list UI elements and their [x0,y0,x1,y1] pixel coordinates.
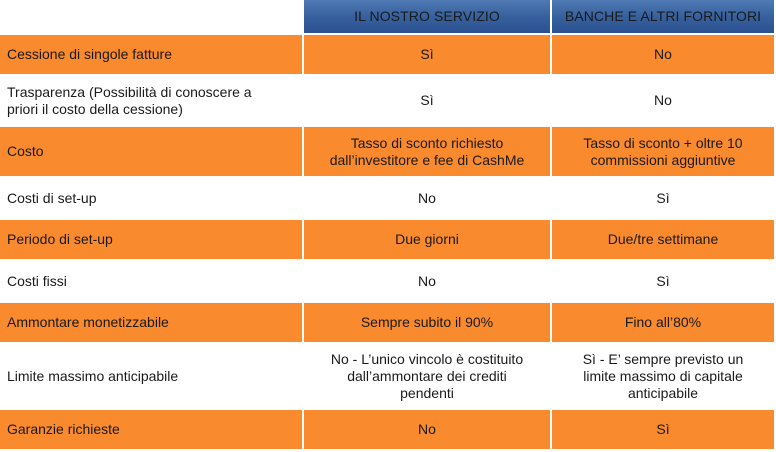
row-label: Costo [0,127,302,178]
banks-value [550,127,774,178]
row-label: Periodo di set-up [0,220,302,261]
banks-value-line: limite massimo di capitale [583,367,743,384]
table-row [0,344,774,410]
banks-value-line: Tasso di sconto + oltre 10 [583,134,743,151]
our-value-line: dall’ammontare dei crediti [347,367,507,384]
our-value: No [302,410,550,451]
row-label [0,76,302,127]
row-label-line: Trasparenza (Possibilità di conoscere a [7,83,252,100]
header-blank-cell [0,0,302,35]
table-header-row [0,0,774,35]
row-label: Garanzie richieste [0,410,302,451]
row-label: Ammontare monetizzabile [0,303,302,344]
row-label: Cessione di singole fatture [0,35,302,76]
banks-value: Fino all’80% [550,303,774,344]
header-our-service: IL NOSTRO SERVIZIO [302,0,550,35]
our-value: Sì [302,35,550,76]
row-label-line: priori il costo della cessione) [7,100,183,117]
table-row [0,127,774,178]
our-value-line: No - L’unico vincolo è costituito [330,350,524,367]
our-value: No [302,261,550,303]
banks-value: No [550,35,774,76]
our-value: Sempre subito il 90% [302,303,550,344]
banks-value-line: Sì - E’ sempre previsto un [582,350,744,367]
table-row [0,220,774,261]
our-value [302,344,550,410]
our-value: No [302,178,550,220]
banks-value: Sì [550,178,774,220]
table-row [0,76,774,127]
banks-value: Sì [550,261,774,303]
our-value-line: Tasso di sconto richiesto [350,134,504,151]
table-row [0,303,774,344]
banks-value-line: anticipabile [627,384,699,401]
header-banks-providers: BANCHE E ALTRI FORNITORI [550,0,774,35]
table-row [0,410,774,451]
row-label: Limite massimo anticipabile [0,344,302,410]
row-label: Costi fissi [0,261,302,303]
banks-value-line: commissioni aggiuntive [590,151,736,168]
our-value: Sì [302,76,550,127]
banks-value: No [550,76,774,127]
banks-value: Sì [550,410,774,451]
table-row [0,178,774,220]
our-value [302,127,550,178]
row-label: Costi di set-up [0,178,302,220]
our-value: Due giorni [302,220,550,261]
banks-value: Due/tre settimane [550,220,774,261]
banks-value [550,344,774,410]
our-value-line: pendenti [400,384,454,401]
table-row [0,35,774,76]
table-row [0,261,774,303]
our-value-line: dall’investitore e fee di CashMe [329,151,525,168]
